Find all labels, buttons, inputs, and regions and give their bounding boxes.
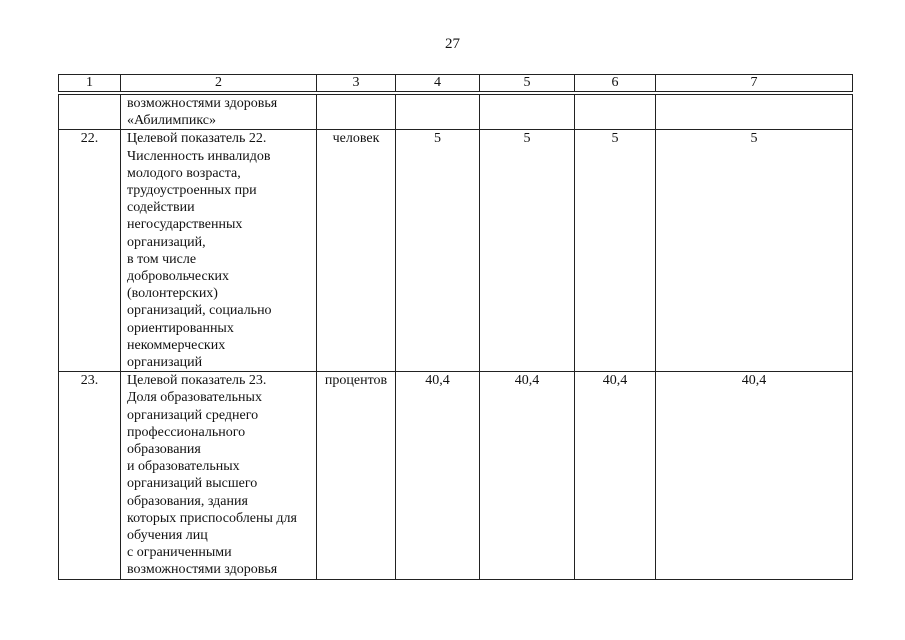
value-cell [396,95,480,130]
column-number: 4 [396,75,480,92]
table-row [59,372,853,579]
text-line: организаций среднего [127,407,259,423]
value-cell [575,95,656,130]
value-cell: 40,4 [396,372,480,579]
text-line: содействии [127,200,195,216]
text-line: возможностями здоровья [127,562,278,578]
text-line: молодого возраста, [127,165,241,181]
text-line: с ограниченными [127,545,232,561]
row-number: 22. [59,130,121,372]
column-number: 6 [575,75,656,92]
text-line: которых приспособлены для [127,510,297,526]
text-line: обучения лиц [127,528,208,544]
text-line: Доля образовательных [127,390,262,406]
unit-cell: человек [317,130,396,372]
text-line: организаций [127,355,203,371]
value-cell: 40,4 [480,372,575,579]
text-line: «Абилимпикс» [127,113,217,129]
indicator-text [121,372,317,579]
unit-cell: процентов [317,372,396,579]
table-row [59,130,853,372]
value-cell: 5 [575,130,656,372]
indicators-table [58,74,853,580]
text-line: трудоустроенных при [127,183,257,199]
indicator-text [121,95,317,130]
text-line: Целевой показатель 22. [127,131,267,147]
text-line: организаций высшего [127,476,258,492]
text-line: Целевой показатель 23. [127,373,267,389]
text-line: возможностями здоровья [127,96,278,111]
table-row [59,95,853,130]
row-number [59,95,121,130]
column-number: 2 [121,75,317,92]
column-number: 7 [656,75,853,92]
unit-cell [317,95,396,130]
text-line: некоммерческих [127,337,226,353]
value-cell: 5 [480,130,575,372]
value-cell: 40,4 [656,372,853,579]
text-line: образования [127,442,201,458]
text-line: добровольческих [127,269,229,285]
text-line: организаций, социально [127,303,272,319]
value-cell: 5 [396,130,480,372]
value-cell: 5 [656,130,853,372]
column-number: 5 [480,75,575,92]
page-number: 27 [445,36,460,52]
column-number: 1 [59,75,121,92]
text-line: организаций, [127,234,206,250]
row-number: 23. [59,372,121,579]
column-number: 3 [317,75,396,92]
value-cell: 40,4 [575,372,656,579]
text-line: в том числе [127,251,197,267]
text-line: и образовательных [127,459,240,475]
text-line: (волонтерских) [127,286,218,302]
text-line: ориентированных [127,320,234,336]
value-cell [656,95,853,130]
text-line: профессионального [127,424,246,440]
column-numbers-row [59,75,853,92]
text-line: образования, здания [127,493,248,509]
text-line: Численность инвалидов [127,148,271,164]
text-line: негосударственных [127,217,243,233]
indicator-text [121,130,317,372]
value-cell [480,95,575,130]
